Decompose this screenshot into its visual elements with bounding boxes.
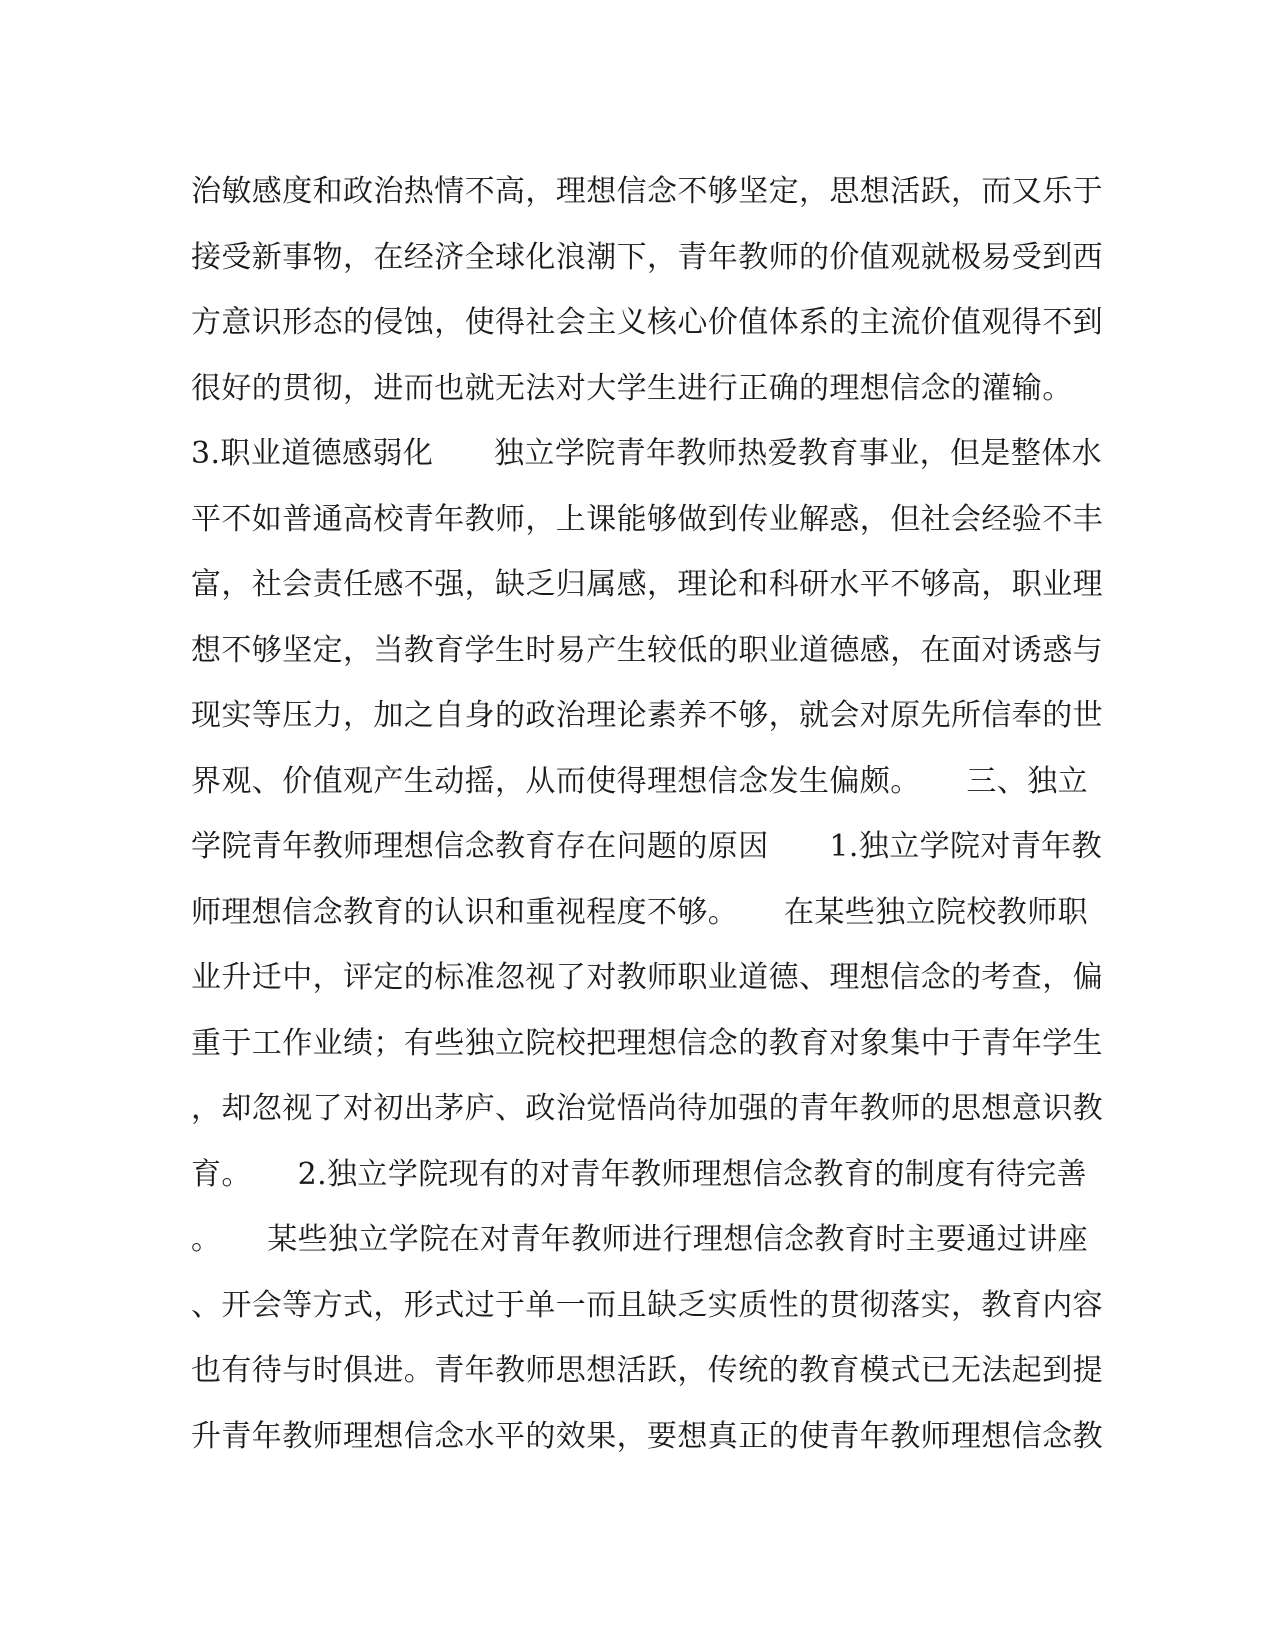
text-line: 升青年教师理想信念水平的效果，要想真正的使青年教师理想信念教 — [191, 1418, 1103, 1454]
text-line: 也有待与时俱进。青年教师思想活跃，传统的教育模式已无法起到提 — [191, 1353, 1103, 1388]
text-line: 治敏感度和政治热情不高，理想信念不够坚定，思想活跃，而又乐于 — [191, 174, 1103, 209]
text-line: 业升迁中，评定的标准忽视了对教师职业道德、理想信念的考查，偏 — [191, 960, 1103, 995]
text-line: 方意识形态的侵蚀，使得社会主义核心价值体系的主流价值观得不到 — [191, 305, 1103, 340]
text-line: 接受新事物，在经济全球化浪潮下，青年教师的价值观就极易受到西 — [191, 239, 1103, 275]
text-line: 学院青年教师理想信念教育存在问题的原因 1.独立学院对青年教 — [191, 829, 1103, 864]
text-line: 、开会等方式，形式过于单一而且缺乏实质性的贯彻落实，教育内容 — [191, 1287, 1103, 1323]
text-line: 重于工作业绩；有些独立院校把理想信念的教育对象集中于青年学生 — [191, 1025, 1103, 1061]
text-line: 界观、价值观产生动摇，从而使得理想信念发生偏颇。 三、独立 — [191, 763, 1088, 799]
text-line: 富，社会责任感不强，缺乏归属感，理论和科研水平不够高，职业理 — [191, 567, 1103, 602]
text-line: 。 某些独立学院在对青年教师进行理想信念教育时主要通过讲座 — [191, 1222, 1088, 1257]
text-line: 想不够坚定，当教育学生时易产生较低的职业道德感，在面对诱惑与 — [191, 632, 1103, 668]
text-line: 育。 2.独立学院现有的对青年教师理想信念教育的制度有待完善 — [191, 1156, 1088, 1192]
body-text — [191, 159, 1103, 1469]
text-line: 3.职业道德感弱化 独立学院青年教师热爱教育事业，但是整体水 — [191, 436, 1103, 471]
text-line: 很好的贯彻，进而也就无法对大学生进行正确的理想信念的灌输。 — [191, 370, 1073, 406]
text-line: 师理想信念教育的认识和重视程度不够。 在某些独立院校教师职 — [191, 894, 1088, 930]
text-line: ，却忽视了对初出茅庐、政治觉悟尚待加强的青年教师的思想意识教 — [191, 1091, 1103, 1126]
text-line: 现实等压力，加之自身的政治理论素养不够，就会对原先所信奉的世 — [191, 698, 1103, 733]
text-line: 平不如普通高校青年教师，上课能够做到传业解惑，但社会经验不丰 — [191, 501, 1103, 537]
